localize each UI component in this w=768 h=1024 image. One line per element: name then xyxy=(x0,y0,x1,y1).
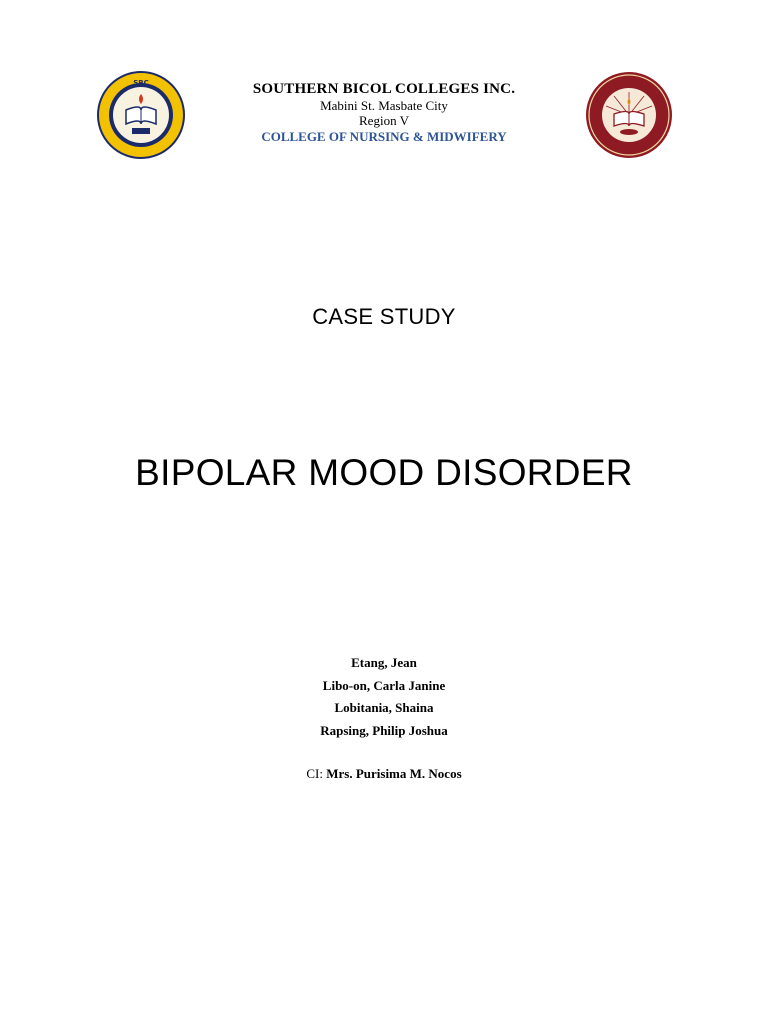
clinical-instructor-label: CI: xyxy=(306,766,323,781)
school-name: SOUTHERN BICOL COLLEGES INC. xyxy=(252,81,516,97)
author-name: Libo-on, Carla Janine xyxy=(322,677,446,693)
svg-text:SBC: SBC xyxy=(133,79,149,87)
school-address: Mabini St. Masbate City xyxy=(320,98,448,113)
college-name: COLLEGE OF NURSING & MIDWIFERY xyxy=(261,129,507,144)
document-type-label: CASE STUDY xyxy=(312,304,456,329)
clinical-instructor-line xyxy=(0,766,768,782)
school-region: Region V xyxy=(359,113,409,128)
document-title: BIPOLAR MOOD DISORDER xyxy=(135,452,633,493)
document-header xyxy=(0,80,768,146)
author-list xyxy=(0,652,768,743)
author-name: Etang, Jean xyxy=(351,655,417,670)
author-name: Rapsing, Philip Joshua xyxy=(320,723,448,739)
author-name: Lobitania, Shaina xyxy=(334,700,434,716)
clinical-instructor-name: Mrs. Purisima M. Nocos xyxy=(326,766,462,781)
